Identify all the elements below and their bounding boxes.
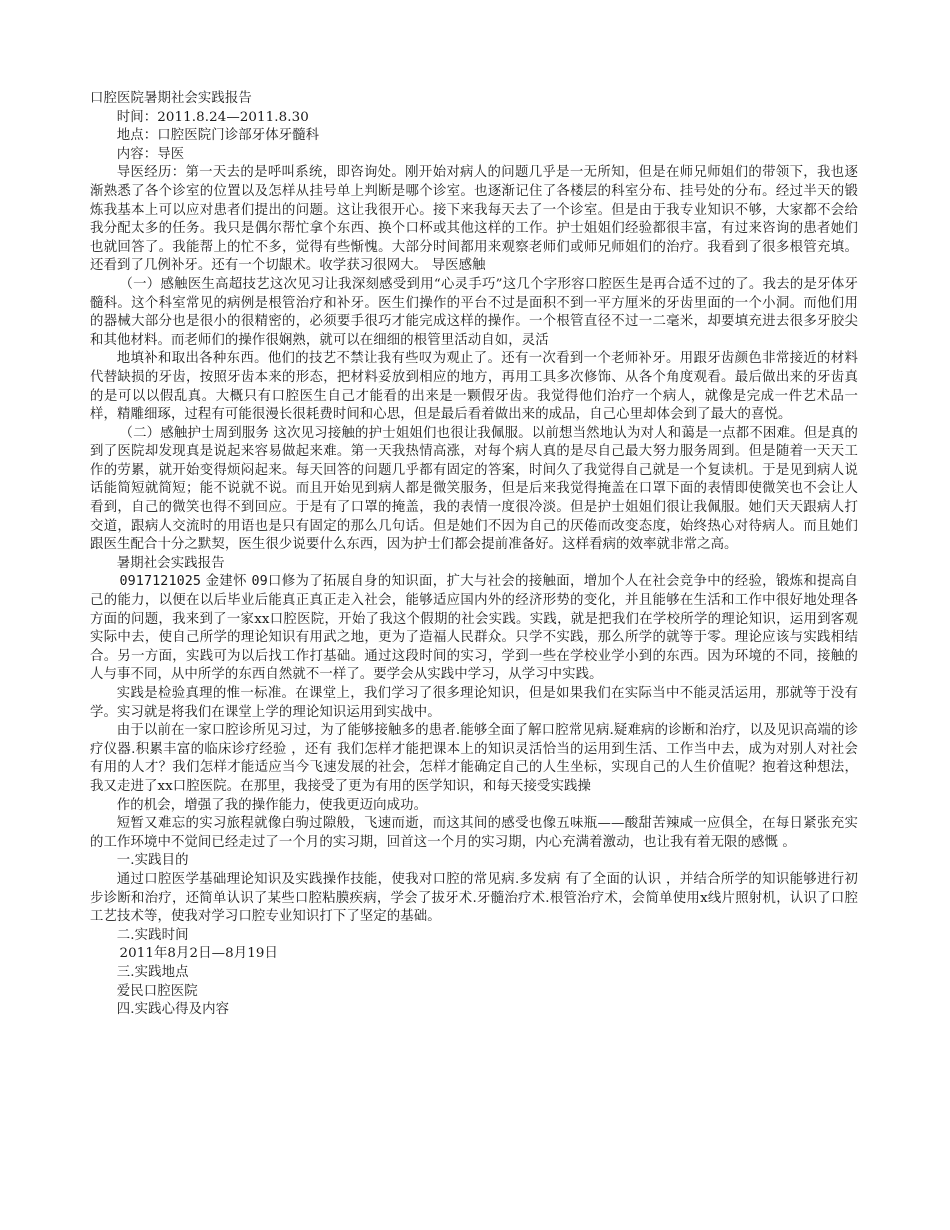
- paragraph-practice-journey: 短暂又难忘的实习旅程就像白驹过隙般，飞速而逝，而这其间的感受也像五味瓶——酸甜苦辣咸一应俱全，在每日紧张充实的工作环境中不觉间已经走过了一个月的实习期，回首这一个月的实习期，内心充满着激动，也让我有着无限的感慨 。: [90, 816, 858, 850]
- paragraph-touch-doctor-cont: 地填补和取出各种东西。他们的技艺不禁让我有些叹为观止了。还有一次看到一个老师补牙。用跟牙齿颜色非常接近的材料代替缺损的牙齿，按照牙齿本来的形态，把材料妥放到相应的地方，再用工具多次修饰、从各个角度观看。最后做出来的牙齿真的是可以以假乱真。大概只有口腔医生自己才能看的出来是一颗假牙齿。我觉得他们治疗一个病人，就像是完成一件艺术品一样，精雕细琢，过程有可能很漫长很耗费时间和心思，但是最后看着做出来的成品，自己心里却体会到了最大的喜悦。: [90, 351, 858, 423]
- paragraph-intro: [90, 573, 858, 685]
- paragraph-purpose: 通过口腔医学基础理论知识及实践操作技能，使我对口腔的常见病.多发病 有了全面的认识 ，并结合所学的知识能够进行初步诊断和治疗，还简单认识了某些口腔粘膜疾病，学会了拔牙术.牙髓治疗术.根管治疗术，会简单使用x线片照射机，认识了口腔工艺技术等，使我对学习口腔专业知识打下了坚定的基础。: [90, 871, 858, 925]
- subtitle-practice-report: 暑期社会实践报告: [116, 555, 225, 571]
- time-line: 时间：2011.8.24—2011.8.30: [116, 109, 309, 125]
- heading-purpose: 一.实践目的: [116, 853, 189, 869]
- class-code: 09: [251, 574, 268, 590]
- student-id: 0917121025: [119, 574, 202, 590]
- intro-text: 口修为了拓展自身的知识面，扩大与社会的接触面，增加个人在社会竞争中的经验，锻炼和提高自己的能力，以便在以后毕业后能真正真正走入社会，能够适应国内外的经济形势的变化，并且能够在生活和工作中很好地处理各方面的问题，我来到了一家xx口腔医院，开始了我这个假期的社会实践。实践，就是把我们在学校所学的理论知识，运用到客观实际中去，使自己所学的理论知识有用武之地，更为了造福人民群众。只学不实践，那么所学的就等于零。理论应该与实践相结合。另一方面，实践可为以后找工作打基础。通过这段时间的实习，学到一些在学校业学小到的东西。因为环境的不同，接触的人与事不同，从中所学的东西自然就不一样了。要学会从实践中学习，从学习中实践。: [90, 574, 859, 683]
- practice-place-value: 爱民口腔医院: [116, 983, 198, 999]
- location-line: 地点：口腔医院门诊部牙体牙髓科: [116, 128, 320, 144]
- content-line: 内容：导医: [116, 146, 185, 162]
- student-name: 金建怀: [201, 574, 252, 590]
- heading-time: 二.实践时间: [116, 927, 189, 943]
- document-page: [90, 90, 858, 1020]
- heading-content: 四.实践心得及内容: [116, 1002, 230, 1018]
- paragraph-touch-nurse: （二）感触护士周到服务 这次见习接触的护士姐姐们也很让我佩服。以前想当然地认为对人和蔼是一点都不困难。但是真的到了医院却发现真是说起来容易做起来难。第一天我热情高涨，对每个病人真的是尽自己最大努力服务周到。但是随着一天天工作的劳累，就开始变得烦闷起来。每天回答的问题几乎都有固定的答案，时间久了我觉得自己就是一个复读机。于是见到病人说话能简短就简短；能不说就不说。而且开始见到病人都是微笑服务，但是后来我觉得掩盖在口罩下面的表情即使微笑也不会让人看到，自己的微笑也得不到回应。于是有了口罩的掩盖，我的表情一度很冷淡。但是护士姐姐们很让我佩服。她们天天跟病人打交道，跟病人交流时的用语也是只有固定的那么几句话。但是她们不因为自己的厌倦而改变态度，始终热心对待病人。而且她们跟医生配合十分之默契，医生很少说要什么东西，因为护士们都会提前准备好。这样看病的效率就非常之高。: [90, 425, 858, 553]
- practice-time-value: 2011年8月2日—8月19日: [119, 946, 278, 962]
- paragraph-practice-reason-cont: 作的机会，增强了我的操作能力，使我更迈向成功。: [116, 797, 428, 813]
- paragraph-guide-experience: 导医经历：第一天去的是呼叫系统，即咨询处。刚开始对病人的问题几乎是一无所知，但是在师兄师姐们的带领下，我也逐渐熟悉了各个诊室的位置以及怎样从挂号单上判断是哪个诊室。也逐渐记住了各楼层的科室分布、挂号处的分布。经过半天的锻炼我基本上可以应对患者们提出的问题。这让我很开心。接下来我每天去了一个诊室。但是由于我专业知识不够，大家都不会给我分配太多的任务。我只是偶尔帮忙拿个东西、换个口杯或其他这样的工作。护士姐姐们经验都很丰富，有过来咨询的患者她们也就回答了。我能帮上的忙不多，觉得有些惭愧。大部分时间都用来观察老师们或师兄师姐们的治疗。我看到了很多根管充填。还看到了几例补牙。还有一个切龈术。收学获习很网大。 导医感触: [90, 165, 858, 274]
- paragraph-practice-truth: 实践是检验真理的惟一标准。在课堂上，我们学习了很多理论知识，但是如果我们在实际当中不能灵活运用，那就等于没有学。实习就是将我们在课堂上学的理论知识运用到实战中。: [90, 686, 858, 720]
- heading-place: 三.实践地点: [116, 964, 189, 980]
- paragraph-practice-reason: 由于以前在一家口腔诊所见习过，为了能够接触多的患者.能够全面了解口腔常见病.疑难病的诊断和治疗，以及见识高端的诊疗仪器.积累丰富的临床诊疗经验 ，还有 我们怎样才能把课本上的知识灵活恰当的运用到生活、工作当中去，成为对别人对社会有用的人才？我们怎样才能适应当今飞速发展的社会，怎样才能确定自己的人生坐标，实现自己的人生价值呢？抱着这种想法，我又走进了xx口腔医院。在那里，我接受了更为有用的医学知识，和每天接受实践操: [90, 723, 858, 794]
- paragraph-touch-doctor: （一）感触医生高超技艺这次见习让我深刻感受到用“心灵手巧”这几个字形容口腔医生是再合适不过的了。我去的是牙体牙髓科。这个科室常见的病例是根管治疗和补牙。医生们操作的平台不过是面积不到一平方厘米的牙齿里面的一个小洞。而他们用的器械大部分也是很小的很精密的，必须要手很巧才能完成这样的操作。一个根管直径不过一二毫米，却要填充进去很多牙胶尖和其他材料。而老师们的操作很娴熟，就可以在细细的根管里活动自如，灵活: [90, 276, 858, 348]
- document-title: 口腔医院暑期社会实践报告: [90, 91, 252, 106]
